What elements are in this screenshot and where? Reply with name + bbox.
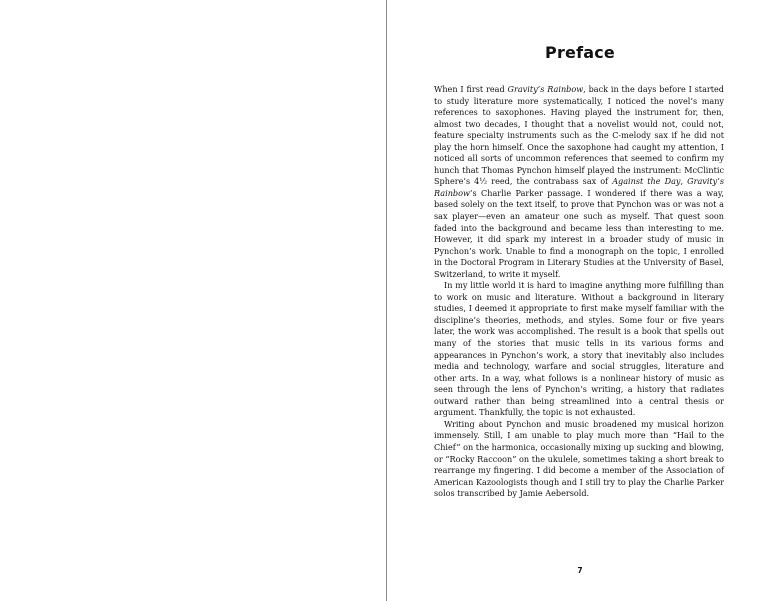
page-number: 7: [577, 566, 583, 575]
text-run: When I first read: [434, 84, 508, 94]
preface-body: [434, 84, 724, 500]
text-run: ’s Charlie Parker passage. I wondered if there was a way, based solely on the text itself, to prove that Pynchon was or was not a sax player—even an amateur one such as myself. That quest soon faded into the background and became less than interesting to me. However, it did spark my interest in a broader study of music in Pynchon’s work. Unable to find a monograph on the topic, I enrolled in the Doctoral Program in Literary Studies at the University of Basel, Switzerland, to write it myself.: [434, 187, 724, 279]
italic-title-run: Against the Day: [612, 176, 681, 187]
page-title: Preface: [545, 43, 615, 62]
paragraph-3: [434, 419, 724, 500]
right-page: [387, 0, 773, 601]
left-page-blank: [0, 0, 386, 601]
italic-title-run: Gravity’s Rainbow: [434, 176, 724, 198]
text-run: In my little world it is hard to imagine anything more fulfilling than to work on music and literature. Without a background in literary studies, I deemed it appropriate to first make myself familiar with the discipline’s theories, methods, and styles. Some four or five years later, the work was accomplished. The result is a book that spells out many of the stories that music tells in its various forms and appearances in Pynchon’s work, a story that inevitably also includes media and technology, warfare and social struggles, literature and other arts. In a way, what follows is a nonlinear history of music as seen through the lens of Pynchon’s writing, a history that radiates outward rather than being streamlined into a central thesis or argument. Thankfully, the topic is not exhausted.: [434, 280, 724, 418]
text-run: , back in the days before I started to study literature more systematically, I noticed the novel’s many references to saxophones. Having played the instrument for, then, almost two decades, I thought that a novelist would not, could not, feature specialty instruments such as the C-melody sax if he did not play the horn himself. Once the saxophone had caught my attention, I noticed all sorts of uncommon references that seemed to confirm my hunch that Thomas Pynchon himself played the instrument: McClintic Sphere’s 4½ reed, the contrabass sax of: [434, 84, 724, 187]
italic-title-run: Gravity’s Rainbow: [507, 84, 584, 94]
text-run: ,: [680, 176, 688, 187]
text-run: Writing about Pynchon and music broadened my musical horizon immensely. Still, I am unable to play much more than “Hail to the Chief” on the harmonica, occasionally mixing up sucking and blowing, or “Rocky Raccoon” on the ukulele, sometimes taking a short break to rearrange my fingering. I did become a member of the Association of American Kazoologists though and I still try to play the Charlie Parker solos transcribed by Jamie Aebersold.: [434, 418, 724, 499]
paragraph-1: [434, 84, 724, 280]
paragraph-2: [434, 280, 724, 419]
